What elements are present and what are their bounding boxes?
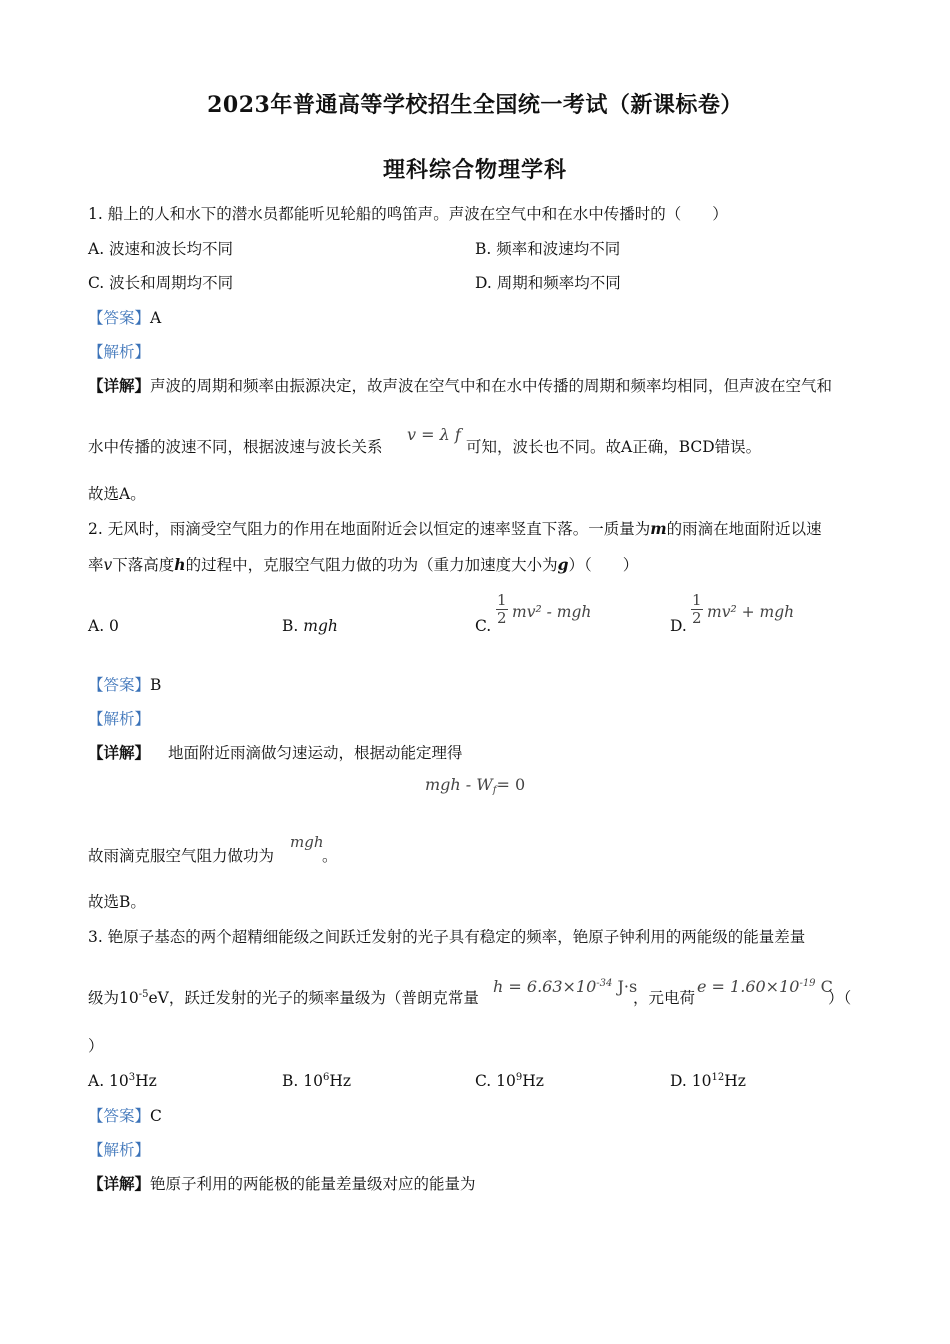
option-label: D. 10 (670, 1072, 712, 1090)
fraction-denominator: 2 (692, 609, 702, 627)
answer-label: 【答案】 (88, 676, 151, 694)
charge-value: e = 1.60×10 (697, 977, 800, 996)
stem-text: 级为10 (88, 989, 139, 1007)
stem-text: ）（ ） (568, 556, 639, 574)
q1-stem: 1. 船上的人和水下的潜水员都能听见轮船的鸣笛声。声波在空气中和在水中传播时的（ ） (88, 205, 728, 223)
equation-subscript: f (492, 785, 497, 796)
detail-label: 【详解】 (88, 376, 151, 395)
answer-label: 【答案】 (88, 1107, 151, 1125)
stem-text: 率 (88, 556, 104, 574)
option-exponent: 6 (322, 1072, 330, 1083)
q1-option-a: A. 波速和波长均不同 (88, 240, 234, 258)
q3-option-d (670, 1071, 746, 1091)
var-g: g (557, 555, 569, 574)
q2-option-b (282, 616, 338, 636)
q3-option-c (475, 1071, 544, 1091)
option-exponent: 9 (515, 1072, 523, 1083)
charge-exponent: -19 (799, 978, 816, 989)
q2-option-a: A. 0 (88, 617, 119, 635)
answer-value: A (150, 309, 162, 327)
q2-result (88, 846, 274, 866)
stem-text: 的雨滴在地面附近以速 (666, 520, 822, 538)
q1-analysis-label: 【解析】 (88, 343, 151, 361)
stem-text: eV，跃迁发射的光子的频率量级为（普朗克常量 (148, 989, 479, 1007)
q2-option-c-label: C. (475, 617, 492, 635)
q1-answer (88, 308, 161, 328)
option-label: A. 10 (88, 1072, 129, 1090)
q2-result-math: mgh (290, 833, 324, 851)
exponent: -5 (138, 989, 149, 1000)
q3-stem-end: ）（ (828, 989, 852, 1007)
q2-option-c-fraction (496, 592, 508, 627)
q1-detail-line2 (88, 437, 383, 457)
q2-analysis-label: 【解析】 (88, 710, 151, 728)
charge-unit: C (820, 977, 833, 996)
q2-answer (88, 675, 161, 695)
q2-conclusion: 故选B。 (88, 893, 146, 911)
q3-elementary-charge (697, 977, 833, 996)
q2-equation (425, 775, 525, 794)
detail-text: 声波的周期和频率由振源决定，故声波在空气中和在水中传播的周期和频率均相同，但声波在空气和 (150, 377, 833, 395)
q3-stem-line2 (88, 988, 479, 1008)
answer-value: B (150, 676, 162, 694)
result-text: 故雨滴克服空气阻力做功为 (88, 847, 275, 865)
stem-text: 下落高度 (112, 556, 175, 574)
equation-rhs: = 0 (496, 775, 526, 794)
q2-stem-line1 (88, 519, 822, 539)
q1-option-d: D. 周期和频率均不同 (475, 274, 621, 292)
q1-option-c: C. 波长和周期均不同 (88, 274, 234, 292)
var-m: m (650, 519, 667, 538)
detail-text-pre: 水中传播的波速不同，根据波速与波长关系 (88, 438, 383, 456)
detail-text: 地面附近雨滴做匀速运动，根据动能定理得 (168, 744, 463, 762)
planck-exponent: -34 (596, 978, 613, 989)
option-exponent: 3 (128, 1072, 136, 1083)
planck-unit: J·s (617, 977, 638, 996)
var-h: h (174, 555, 186, 574)
q3-stem-mid2: ，元电荷 (633, 989, 696, 1007)
var-v: v (103, 556, 113, 574)
detail-text: 铯原子利用的两能极的能量差量级对应的能量为 (150, 1175, 476, 1193)
q3-stem-line1: 3. 铯原子基态的两个超精细能级之间跃迁发射的光子具有稳定的频率，铯原子钟利用的两能级的能量差量 (88, 928, 806, 946)
option-label: B. 10 (282, 1072, 323, 1090)
page-subtitle: 理科综合物理学科 (382, 157, 567, 183)
q2-option-d-math: mv² + mgh (707, 603, 795, 621)
option-math: mgh (303, 617, 338, 635)
q1-detail-line1 (88, 376, 832, 396)
q1-option-b: B. 频率和波速均不同 (475, 240, 621, 258)
fraction-numerator: 1 (692, 591, 702, 609)
option-label: C. 10 (475, 1072, 516, 1090)
option-unit: Hz (522, 1072, 544, 1090)
option-unit: Hz (329, 1072, 352, 1090)
q2-stem-line2 (88, 555, 638, 575)
stem-text: 的过程中，克服空气阻力做的功为（重力加速度大小为 (185, 556, 558, 574)
option-exponent: 12 (711, 1072, 725, 1083)
equation-lhs: mgh - W (425, 775, 493, 794)
detail-label: 【详解】 (88, 1174, 151, 1193)
q2-detail (88, 743, 463, 763)
q3-detail (88, 1174, 476, 1194)
answer-label: 【答案】 (88, 309, 151, 327)
q2-option-c-math: mv² - mgh (512, 603, 592, 621)
q3-stem-line3: ） (88, 1037, 104, 1055)
q2-option-d-label: D. (670, 617, 687, 635)
q3-option-a (88, 1071, 157, 1091)
detail-label: 【详解】 (88, 743, 151, 762)
q1-conclusion: 故选A。 (88, 485, 146, 503)
option-label: B. (282, 617, 299, 635)
stem-text: 2. 无风时，雨滴受空气阻力的作用在地面附近会以恒定的速率竖直下落。一质量为 (88, 520, 651, 538)
q3-analysis-label: 【解析】 (88, 1141, 151, 1159)
answer-value: C (150, 1107, 162, 1125)
planck-value: h = 6.63×10 (493, 977, 597, 996)
q1-detail-line2-post: 可知，波长也不同。故A正确，BCD错误。 (466, 438, 762, 456)
fraction-denominator: 2 (497, 609, 507, 627)
option-unit: Hz (724, 1072, 746, 1090)
q3-answer (88, 1106, 162, 1126)
option-unit: Hz (135, 1072, 157, 1090)
q1-formula: v = λ f (407, 425, 461, 444)
fraction-numerator: 1 (497, 591, 507, 609)
q2-result-post: 。 (322, 847, 338, 865)
page-title: 2023年普通高等学校招生全国统一考试（新课标卷） (207, 92, 743, 118)
q2-option-d-fraction (691, 592, 703, 627)
q3-planck-constant (493, 977, 637, 996)
q3-option-b (282, 1071, 351, 1091)
